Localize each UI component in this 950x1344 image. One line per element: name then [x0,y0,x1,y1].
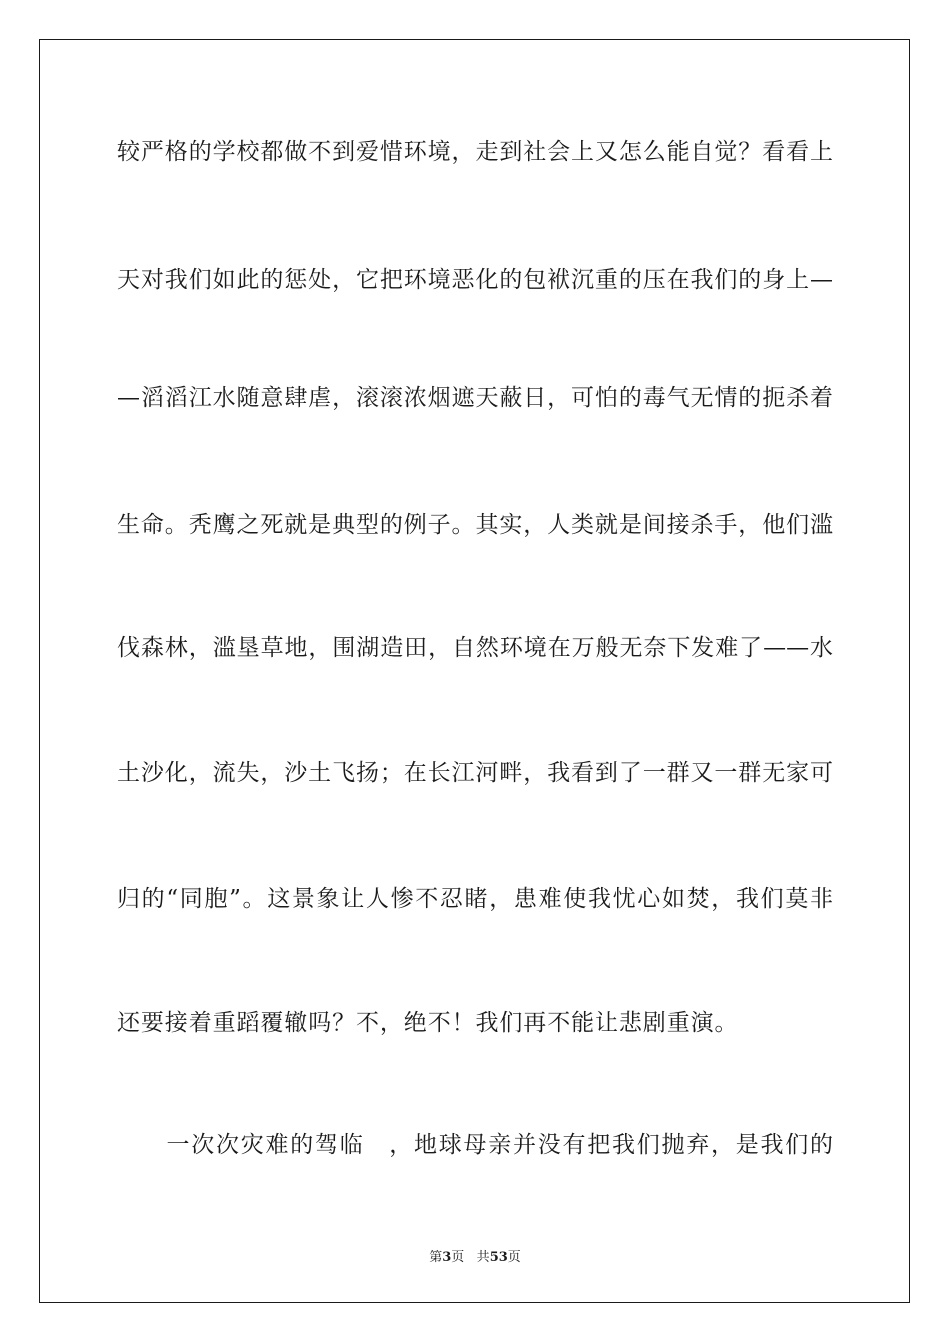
text-line-2: 天对我们如此的惩处，它把环境恶化的包袱沉重的压在我们的身上— [117,267,833,293]
text-line-3: —滔滔江水随意肆虐，滚滚浓烟遮天蔽日，可怕的毒气无情的扼杀着 [117,385,833,411]
total-suffix: 页 [507,1250,521,1265]
page-footer [0,1246,950,1265]
text-line-5: 伐森林，滥垦草地，围湖造田，自然环境在万般无奈下发难了——水 [117,635,833,661]
total-prefix: 共 [476,1250,490,1265]
text-line-1: 较严格的学校都做不到爱惜环境，走到社会上又怎么能自觉？看看上 [117,139,833,165]
page-suffix: 页 [451,1250,465,1265]
text-line-4: 生命。秃鹰之死就是典型的例子。其实，人类就是间接杀手，他们滥 [117,512,833,538]
page-prefix: 第 [429,1250,443,1265]
page-number: 3 [442,1250,452,1265]
text-line-7: 归的“同胞”。这景象让人惨不忍睹，患难使我忧心如焚，我们莫非 [117,886,833,912]
text-line-6: 土沙化，流失，沙土飞扬；在长江河畔，我看到了一群又一群无家可 [117,760,833,786]
text-line-9: 一次次灾难的驾临 ，地球母亲并没有把我们抛弃，是我们的 [117,1132,833,1158]
page-border [39,39,910,1303]
text-line-8: 还要接着重蹈覆辙吗？不，绝不！我们再不能让悲剧重演。 [117,1010,739,1036]
total-pages: 53 [489,1250,508,1265]
